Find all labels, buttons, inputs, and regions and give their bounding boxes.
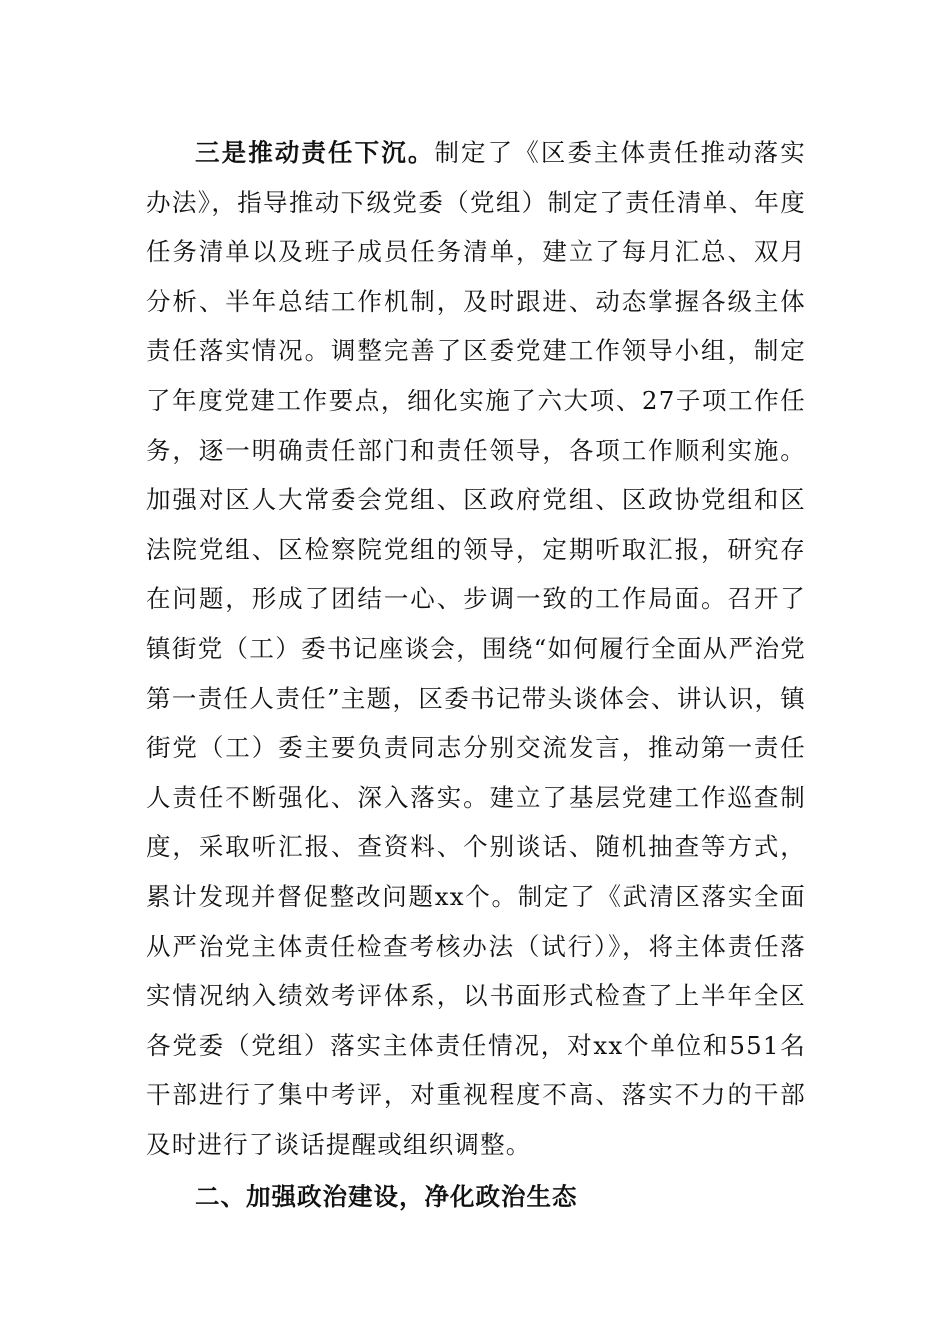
section-heading: 二、加强政治建设，净化政治生态 xyxy=(195,1182,578,1211)
body-paragraph xyxy=(146,128,806,1169)
paragraph-lead: 三是推动责任下沉。 xyxy=(195,138,435,167)
paragraph-body: 制定了《区委主体责任推动落实办法》，指导推动下级党委（党组）制定了责任清单、年度任务清单以及班子成员任务清单，建立了每月汇总、双月分析、半年总结工作机制，及时跟进、动态掌握各级主体责任落实情况。调整完善了区委党建工作领导小组，制定了年度党建工作要点，细化实施了六大项、27子项工作任务，逐一明确责任部门和责任领导，各项工作顺利实施。加强对区人大常委会党组、区政府党组、区政协党组和区法院党组、区检察院党组的领导，定期听取汇报，研究存在问题，形成了团结一心、步调一致的工作局面。召开了镇街党（工）委书记座谈会，围绕“如何履行全面从严治党第一责任人责任”主题，区委书记带头谈体会、讲认识，镇街党（工）委主要负责同志分别交流发言，推动第一责任人责任不断强化、深入落实。建立了基层党建工作巡查制度，采取听汇报、查资料、个别谈话、随机抽查等方式，累计发现并督促整改问题xx个。制定了《武清区落实全面从严治党主体责任检查考核办法（试行）》，将主体责任落实情况纳入绩效考评体系，以书面形式检查了上半年全区各党委（党组）落实主体责任情况，对xx个单位和551名干部进行了集中考评，对重视程度不高、落实不力的干部及时进行了谈话提醒或组织调整。 xyxy=(146,138,806,1159)
